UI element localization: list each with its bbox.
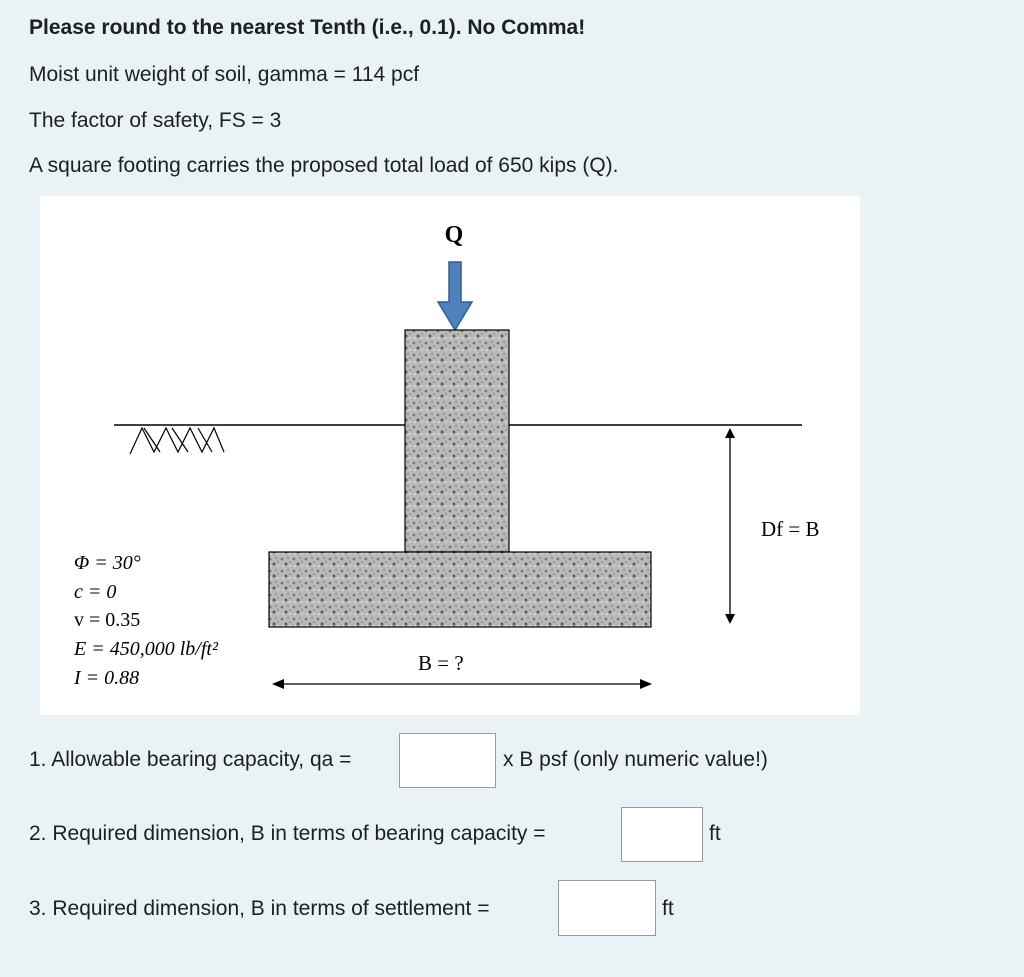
load-description-text: A square footing carries the proposed total load of 650 kips (Q). xyxy=(29,154,619,177)
width-arrow-right xyxy=(640,679,652,689)
question-3-unit: ft xyxy=(662,897,674,920)
depth-arrow-bottom xyxy=(725,614,735,624)
dimension-bearing-answer-input[interactable] xyxy=(621,807,703,862)
footing-base xyxy=(269,552,651,627)
footing-diagram-svg xyxy=(40,196,860,715)
soil-prop-E: E = 450,000 lb/ft² xyxy=(74,638,218,660)
soil-prop-c: c = 0 xyxy=(74,581,117,603)
question-2-unit: ft xyxy=(709,822,721,845)
footing-diagram xyxy=(40,196,860,715)
ground-hatch-symbol xyxy=(130,428,224,454)
rounding-instruction: Please round to the nearest Tenth (i.e., 0.1). No Comma! xyxy=(29,16,586,39)
question-3-label: 3. Required dimension, B in terms of settlement = xyxy=(29,897,490,920)
depth-label: Df = B xyxy=(761,517,820,541)
soil-prop-I: I = 0.88 xyxy=(74,667,140,689)
question-2-label: 2. Required dimension, B in terms of bearing capacity = xyxy=(29,822,546,845)
soil-prop-nu: v = 0.35 xyxy=(74,609,141,631)
soil-prop-phi: Φ = 30° xyxy=(74,552,141,574)
depth-arrow-top xyxy=(725,428,735,438)
load-label: Q xyxy=(444,222,464,248)
factor-of-safety-text: The factor of safety, FS = 3 xyxy=(29,109,282,132)
footing-column xyxy=(405,330,509,552)
soil-unit-weight-text: Moist unit weight of soil, gamma = 114 pcf xyxy=(29,63,420,86)
question-1-label: 1. Allowable bearing capacity, qa = xyxy=(29,748,352,771)
width-label: B = ? xyxy=(418,651,464,675)
bearing-capacity-answer-input[interactable] xyxy=(399,733,496,788)
dimension-settlement-answer-input[interactable] xyxy=(558,880,656,936)
width-arrow-left xyxy=(272,679,284,689)
soil-properties xyxy=(73,552,219,689)
load-arrow xyxy=(438,262,472,330)
question-1-unit: x B psf (only numeric value!) xyxy=(503,748,768,771)
